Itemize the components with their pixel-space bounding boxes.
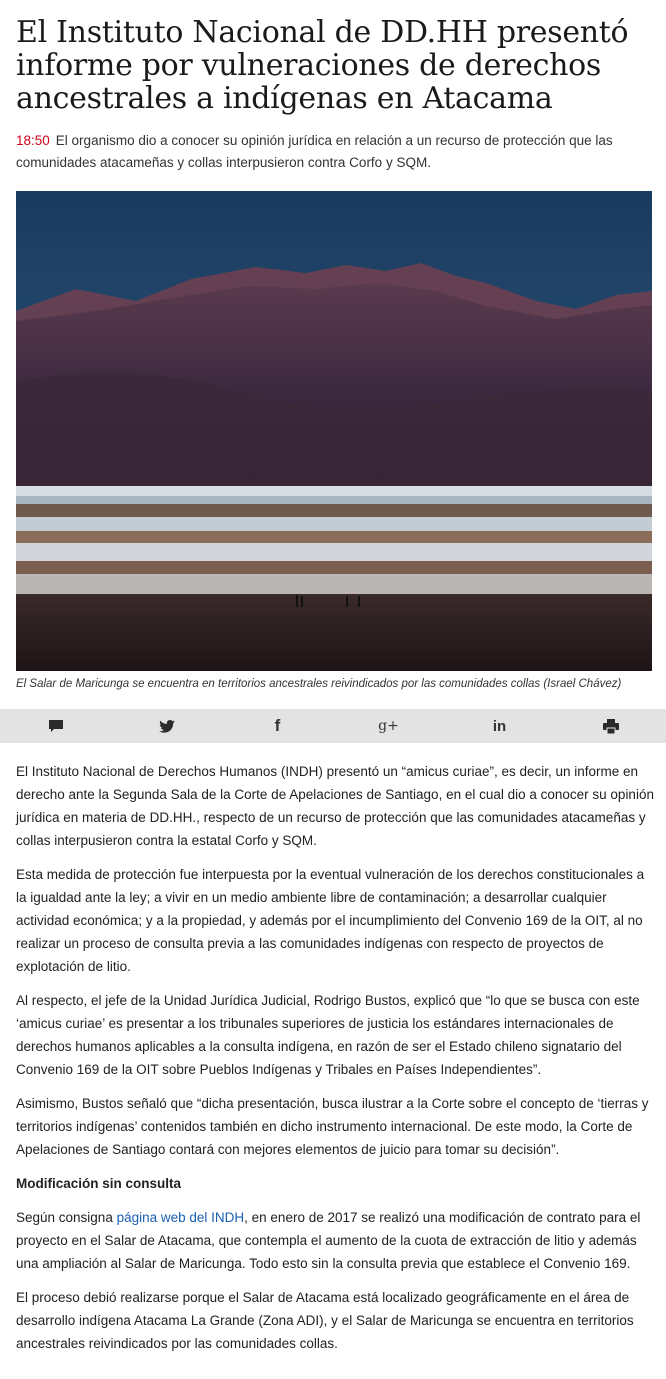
section-subheading: Modificación sin consulta bbox=[16, 1176, 182, 1191]
twitter-icon bbox=[159, 720, 175, 733]
paragraph-4: Asimismo, Bustos señaló que “dicha presentación, busca ilustrar a la Corte sobre el concepto de ‘tierras y territorios indígenas’ contenidos también en dicho instrumento internacional. De este modo, la Corte de Apelaciones de Santiago contará con mejores elementos de juicio para tomar su decisión”. bbox=[16, 1096, 649, 1157]
paragraph-6: El proceso debió realizarse porque el Salar de Atacama está localizado geográficamente en el área de desarrollo indígena Atacama La Grande (Zona ADI), y el Salar de Maricunga se encuentra en territorios ancestrales reivindicados por las comunidades collas. bbox=[16, 1290, 634, 1351]
comment-button[interactable] bbox=[0, 709, 111, 743]
linkedin-share-button[interactable] bbox=[444, 709, 555, 743]
comment-icon bbox=[48, 719, 64, 733]
facebook-icon: f bbox=[274, 716, 281, 735]
google-plus-icon: g+ bbox=[378, 718, 399, 734]
paragraph-5 bbox=[16, 1206, 656, 1275]
article-photo bbox=[16, 191, 652, 671]
google-plus-share-button[interactable] bbox=[333, 709, 444, 743]
twitter-share-button[interactable] bbox=[111, 709, 222, 743]
paragraph-1: El Instituto Nacional de Derechos Humanos (INDH) presentó un “amicus curiae”, es decir, un informe en derecho ante la Segunda Sala de la Corte de Apelaciones de Santiago, en el cual dio a conocer su opinión jurídica en materia de DD.HH., respecto de un recurso de protección que las comunidades atacameñas y collas interpusieron contra la estatal Corfo y SQM. bbox=[16, 764, 654, 848]
article-body bbox=[16, 760, 656, 1366]
facebook-share-button[interactable] bbox=[222, 709, 333, 743]
print-icon bbox=[603, 719, 619, 734]
paragraph-5-pre: Según consigna bbox=[16, 1210, 117, 1225]
photo-caption: El Salar de Maricunga se encuentra en territorios ancestrales reivindicados por las comunidades collas (Israel Chávez) bbox=[16, 678, 622, 690]
article-time: 18:50 bbox=[16, 133, 50, 148]
linkedin-icon: in bbox=[492, 717, 507, 735]
print-button[interactable] bbox=[555, 709, 666, 743]
paragraph-2: Esta medida de protección fue interpuesta por la eventual vulneración de los derechos constitucionales a la igualdad ante la ley; a vivir en un medio ambiente libre de contaminación; a desarrollar cualquier actividad económica; y a la propiedad, y además por el incumplimiento del Convenio 169 de la OIT, al no realizar un proceso de consulta previa a las comunidades indígenas con respecto de proyectos de explotación de litio. bbox=[16, 867, 645, 974]
paragraph-5-post: , en enero de 2017 se realizó una modificación de contrato para el proyecto en el Salar de Atacama, que contempla el aumento de la cuota de extracción de litio y además una ampliación al Salar de Maricunga. Todo esto sin la consulta previa que establece el Convenio 169. bbox=[16, 1210, 641, 1271]
share-bar bbox=[0, 709, 666, 743]
article-lede bbox=[16, 130, 656, 174]
indh-website-link[interactable]: página web del INDH bbox=[116, 1210, 245, 1225]
paragraph-3: Al respecto, el jefe de la Unidad Jurídica Judicial, Rodrigo Bustos, explicó que “lo que se busca con este ‘amicus curiae’ es presentar a los tribunales superiores de justicia los estándares internacionales de derechos humanos aplicables a la consulta indígena, en razón de ser el Estado chileno signatario del Convenio 169 de la OIT sobre Pueblos Indígenas y Tribales en Países Independientes”. bbox=[16, 993, 640, 1077]
article-title: El Instituto Nacional de DD.HH presentó informe por vulneraciones de derechos ancestrales a indígenas en Atacama bbox=[16, 15, 629, 116]
lede-text: El organismo dio a conocer su opinión jurídica en relación a un recurso de protección que las comunidades atacameñas y collas interpusieron contra Corfo y SQM. bbox=[16, 133, 613, 170]
